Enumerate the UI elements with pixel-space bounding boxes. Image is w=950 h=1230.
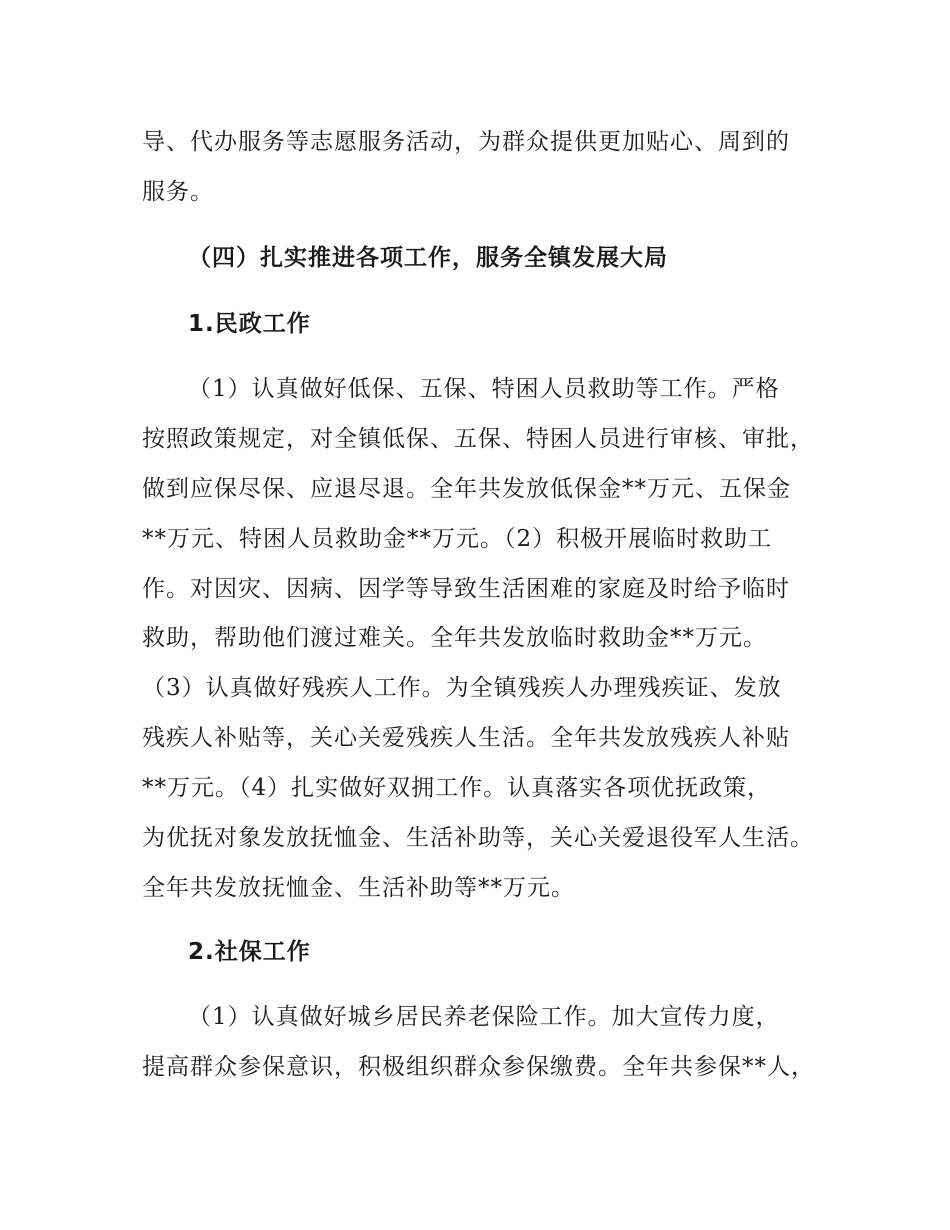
paragraph-line: 全年共发放抚恤金、生活补助等**万元。 bbox=[142, 875, 575, 901]
paragraph-line: 提高群众参保意识，积极组织群众参保缴费。全年共参保**人， bbox=[142, 1054, 815, 1080]
paragraph-line: **万元。（4）扎实做好双拥工作。认真落实各项优抚政策， bbox=[142, 775, 772, 801]
paragraph-line: 按照政策规定，对全镇低保、五保、特困人员进行审核、审批， bbox=[142, 426, 814, 452]
paragraph-line: 救助，帮助他们渡过难关。全年共发放临时救助金**万元。 bbox=[142, 625, 767, 651]
paragraph-line: 导、代办服务等志愿服务活动，为群众提供更加贴心、周到的 bbox=[142, 129, 790, 155]
subsection-heading: 2.社保工作 bbox=[188, 939, 311, 965]
paragraph-line: 服务。 bbox=[142, 179, 214, 205]
paragraph-line: 为优抚对象发放抚恤金、生活补助等，关心关爱退役军人生活。 bbox=[142, 825, 814, 851]
paragraph-line: **万元、特困人员救助金**万元。（2）积极开展临时救助工 bbox=[142, 526, 773, 552]
subsection-heading: 1.民政工作 bbox=[188, 311, 311, 337]
paragraph-line: （1）认真做好低保、五保、特困人员救助等工作。严格 bbox=[188, 376, 780, 402]
paragraph-line: 作。对因灾、因病、因学等导致生活困难的家庭及时给予临时 bbox=[142, 576, 790, 602]
paragraph-line: （1）认真做好城乡居民养老保险工作。加大宣传力度， bbox=[188, 1004, 780, 1030]
paragraph-line: 残疾人补贴等，关心关爱残疾人生活。全年共发放残疾人补贴 bbox=[142, 725, 790, 751]
paragraph-line: （3）认真做好残疾人工作。为全镇残疾人办理残疾证、发放 bbox=[142, 675, 782, 701]
paragraph-line: 做到应保尽保、应退尽退。全年共发放低保金**万元、五保金 bbox=[142, 476, 791, 502]
section-heading: （四）扎实推进各项工作，服务全镇发展大局 bbox=[188, 245, 668, 271]
